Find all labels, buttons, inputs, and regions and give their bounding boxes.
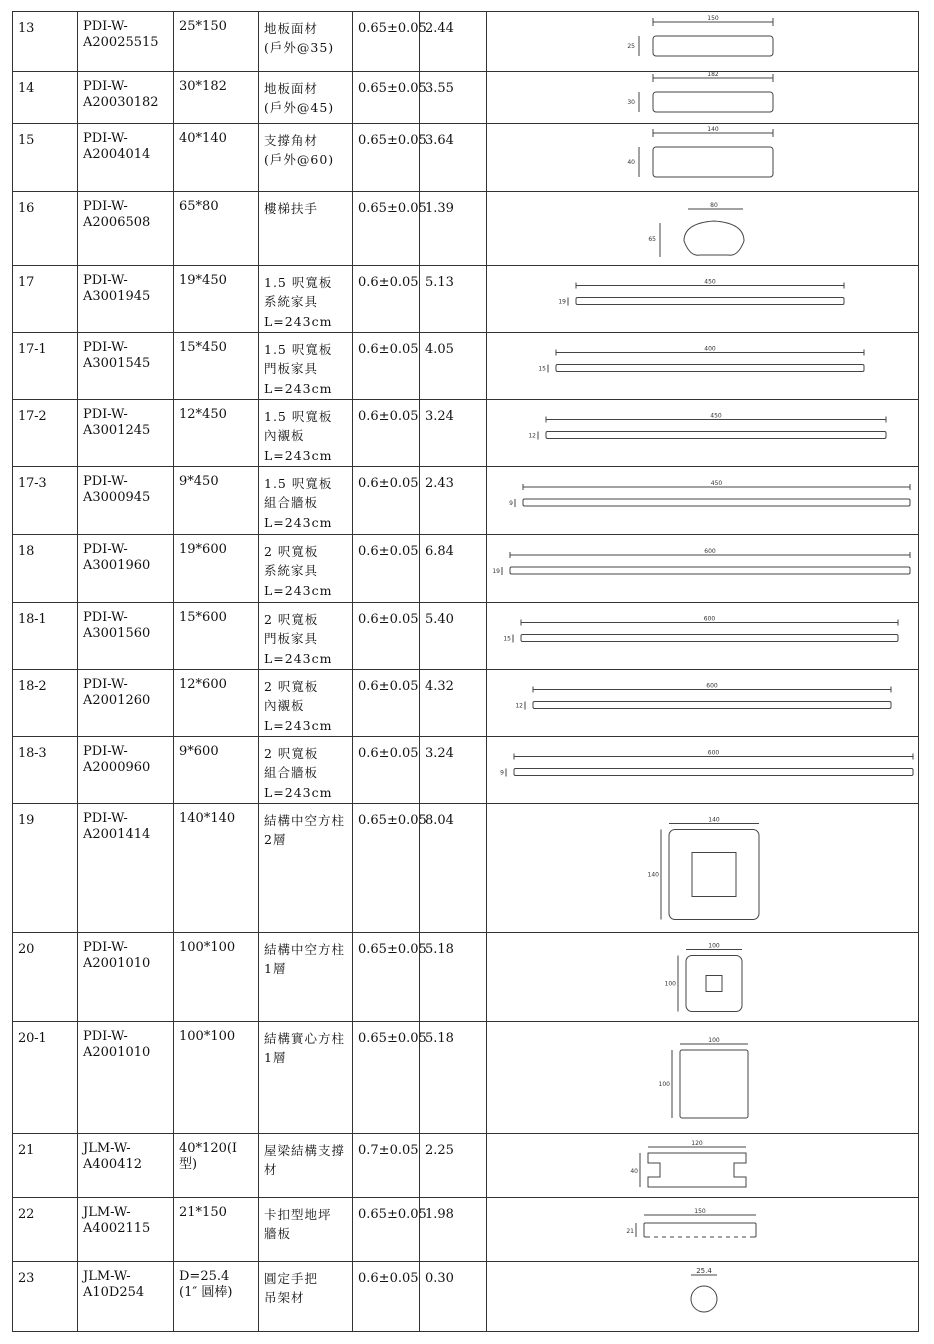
cell-size: 19*450	[174, 266, 259, 333]
profile-drawing	[488, 193, 918, 265]
cell-no: 20	[13, 933, 78, 1022]
table-row	[13, 933, 919, 1022]
profile-drawing	[488, 604, 918, 669]
cell-size: 100*100	[174, 1022, 259, 1134]
dimension-label: 21	[625, 1227, 634, 1235]
cell-density: 0.6±0.05	[353, 467, 420, 535]
cell-no: 14	[13, 72, 78, 124]
cell-drawing	[487, 333, 919, 400]
dimension-label: 100	[664, 980, 676, 987]
dimension-label: 600	[705, 682, 718, 689]
cell-desc: 1.5 呎寬板 內襯板 L=243cm	[259, 400, 353, 467]
cell-no: 20-1	[13, 1022, 78, 1134]
profile-outline	[669, 829, 759, 919]
dimension-label: 100	[707, 942, 720, 949]
cell-weight: 5.40	[420, 603, 487, 670]
cell-density: 0.65±0.05	[353, 804, 420, 933]
cell-weight: 5.13	[420, 266, 487, 333]
dimension-label: 15	[537, 365, 546, 372]
profile-outline	[691, 1286, 717, 1312]
cell-size: 25*150	[174, 12, 259, 72]
cell-desc: 樓梯扶手	[259, 192, 353, 266]
dimension-label: 25.4	[695, 1266, 712, 1275]
cell-weight: 3.64	[420, 124, 487, 192]
cell-drawing	[487, 12, 919, 72]
cell-size: 100*100	[174, 933, 259, 1022]
cell-weight: 5.18	[420, 1022, 487, 1134]
table-row	[13, 1134, 919, 1198]
cell-no: 17-2	[13, 400, 78, 467]
dimension-label: 140	[647, 871, 659, 878]
hollow-core	[692, 852, 736, 896]
cell-desc: 1.5 呎寬板 組合牆板 L=243cm	[259, 467, 353, 535]
table-row	[13, 1198, 919, 1262]
table-row	[13, 12, 919, 72]
cell-no: 17-1	[13, 333, 78, 400]
profile-drawing	[488, 671, 918, 736]
cell-density: 0.65±0.05	[353, 72, 420, 124]
dimension-label: 600	[703, 615, 715, 622]
dimension-label: 65	[647, 235, 656, 243]
cell-size: D=25.4 (1″ 圓棒)	[174, 1262, 259, 1332]
dimension-label: 450	[703, 278, 716, 285]
table-row	[13, 467, 919, 535]
dimension-label: 100	[707, 1036, 720, 1044]
cell-density: 0.6±0.05	[353, 737, 420, 804]
cell-weight: 4.32	[420, 670, 487, 737]
cell-code: JLM-W- A400412	[78, 1134, 174, 1198]
dimension-label: 600	[703, 547, 716, 555]
cell-size: 9*450	[174, 467, 259, 535]
cell-size: 15*450	[174, 333, 259, 400]
dimension-label: 9	[508, 499, 513, 507]
cell-density: 0.65±0.05	[353, 933, 420, 1022]
cell-code: PDI-W- A2001010	[78, 1022, 174, 1134]
cell-weight: 2.44	[420, 12, 487, 72]
cell-density: 0.6±0.05	[353, 603, 420, 670]
dimension-label: 140	[706, 125, 719, 133]
cell-drawing	[487, 670, 919, 737]
dimension-label: 15	[502, 635, 511, 642]
cell-drawing	[487, 603, 919, 670]
cell-desc: 2 呎寬板 內襯板 L=243cm	[259, 670, 353, 737]
dimension-label: 400	[703, 345, 716, 352]
cell-density: 0.65±0.05	[353, 124, 420, 192]
cell-code: PDI-W- A2001260	[78, 670, 174, 737]
cell-size: 40*140	[174, 124, 259, 192]
table-row	[13, 670, 919, 737]
profile-drawing	[488, 401, 918, 466]
cell-drawing	[487, 933, 919, 1022]
profile-outline	[514, 768, 913, 775]
cell-size: 30*182	[174, 72, 259, 124]
table-row	[13, 1262, 919, 1332]
profile-drawing	[488, 536, 918, 602]
cell-density: 0.6±0.05	[353, 266, 420, 333]
dimension-label: 12	[514, 702, 523, 709]
profile-outline	[576, 297, 844, 304]
dimension-label: 150	[706, 14, 719, 22]
dimension-label: 182	[706, 70, 719, 78]
cell-no: 21	[13, 1134, 78, 1198]
cell-weight: 3.24	[420, 737, 487, 804]
cell-no: 19	[13, 804, 78, 933]
cell-desc: 2 呎寬板 系統家具 L=243cm	[259, 535, 353, 603]
cell-drawing	[487, 400, 919, 467]
cell-size: 40*120(Ⅰ型)	[174, 1134, 259, 1198]
table-row	[13, 400, 919, 467]
table-body	[13, 12, 919, 1332]
dimension-label: 80	[709, 201, 718, 209]
cell-weight: 3.55	[420, 72, 487, 124]
dimension-label: 40	[629, 1167, 638, 1175]
cell-size: 12*450	[174, 400, 259, 467]
cell-desc: 1.5 呎寬板 門板家具 L=243cm	[259, 333, 353, 400]
cell-weight: 6.84	[420, 535, 487, 603]
profile-drawing	[488, 805, 918, 932]
dimension-label: 25	[626, 42, 635, 50]
dimension-label: 150	[693, 1207, 706, 1215]
profile-outline	[648, 1153, 746, 1187]
cell-density: 0.7±0.05	[353, 1134, 420, 1198]
profile-outline	[533, 701, 891, 708]
cell-code: PDI-W- A2000960	[78, 737, 174, 804]
cell-weight: 2.25	[420, 1134, 487, 1198]
cell-drawing	[487, 124, 919, 192]
cell-no: 18	[13, 535, 78, 603]
profile-outline	[680, 1050, 748, 1118]
dimension-label: 100	[658, 1080, 670, 1088]
cell-size: 9*600	[174, 737, 259, 804]
table-row	[13, 72, 919, 124]
cell-code: PDI-W- A2006508	[78, 192, 174, 266]
cell-no: 22	[13, 1198, 78, 1262]
cell-desc: 結構實心方柱 1層	[259, 1022, 353, 1134]
dimension-label: 600	[707, 749, 719, 756]
dimension-label: 9	[499, 769, 504, 776]
cell-code: PDI-W- A20030182	[78, 72, 174, 124]
profile-outline	[510, 567, 910, 574]
cell-density: 0.65±0.05	[353, 192, 420, 266]
cell-drawing	[487, 467, 919, 535]
cell-density: 0.6±0.05	[353, 670, 420, 737]
cell-code: PDI-W- A2004014	[78, 124, 174, 192]
cell-code: PDI-W- A3001945	[78, 266, 174, 333]
cell-no: 23	[13, 1262, 78, 1332]
cell-code: PDI-W- A3001245	[78, 400, 174, 467]
cell-desc: 圓定手把 吊架材	[259, 1262, 353, 1332]
cell-drawing	[487, 72, 919, 124]
cell-weight: 8.04	[420, 804, 487, 933]
dimension-label: 12	[527, 432, 536, 439]
cell-size: 21*150	[174, 1198, 259, 1262]
cell-weight: 0.30	[420, 1262, 487, 1332]
cell-no: 18-2	[13, 670, 78, 737]
profile-drawing	[488, 1263, 918, 1331]
cell-desc: 地板面材 (戶外@45)	[259, 72, 353, 124]
cell-density: 0.6±0.05	[353, 333, 420, 400]
cell-desc: 2 呎寬板 組合牆板 L=243cm	[259, 737, 353, 804]
cell-no: 15	[13, 124, 78, 192]
cell-code: PDI-W- A2001010	[78, 933, 174, 1022]
cell-size: 19*600	[174, 535, 259, 603]
cell-density: 0.65±0.05	[353, 1198, 420, 1262]
cell-density: 0.65±0.05	[353, 12, 420, 72]
table-row	[13, 124, 919, 192]
table-row	[13, 192, 919, 266]
cell-no: 16	[13, 192, 78, 266]
cell-density: 0.6±0.05	[353, 1262, 420, 1332]
cell-drawing	[487, 804, 919, 933]
profile-outline	[521, 634, 898, 641]
cell-weight: 5.18	[420, 933, 487, 1022]
cell-code: PDI-W- A2001414	[78, 804, 174, 933]
cell-no: 18-1	[13, 603, 78, 670]
cell-weight: 1.98	[420, 1198, 487, 1262]
cell-drawing	[487, 192, 919, 266]
cell-desc: 結構中空方柱 2層	[259, 804, 353, 933]
cell-no: 13	[13, 12, 78, 72]
profile-drawing	[488, 70, 918, 123]
cell-drawing	[487, 737, 919, 804]
cell-size: 15*600	[174, 603, 259, 670]
cell-desc: 2 呎寬板 門板家具 L=243cm	[259, 603, 353, 670]
cell-density: 0.65±0.05	[353, 1022, 420, 1134]
cell-code: PDI-W- A3001545	[78, 333, 174, 400]
dimension-label: 450	[709, 412, 722, 419]
cell-weight: 1.39	[420, 192, 487, 266]
profile-drawing	[488, 1199, 918, 1261]
product-spec-table	[12, 11, 919, 1332]
table-row	[13, 603, 919, 670]
table-row	[13, 804, 919, 933]
profile-drawing	[488, 934, 918, 1021]
hollow-core	[706, 975, 722, 991]
cell-density: 0.6±0.05	[353, 400, 420, 467]
cell-drawing	[487, 535, 919, 603]
profile-outline	[523, 499, 910, 506]
cell-drawing	[487, 1262, 919, 1332]
profile-drawing	[488, 738, 918, 803]
cell-desc: 結構中空方柱 1層	[259, 933, 353, 1022]
profile-drawing	[488, 13, 918, 71]
cell-weight: 3.24	[420, 400, 487, 467]
cell-code: PDI-W- A3001960	[78, 535, 174, 603]
cell-drawing	[487, 1198, 919, 1262]
dimension-label: 30	[626, 98, 635, 106]
profile-outline	[653, 147, 773, 177]
cell-no: 17	[13, 266, 78, 333]
table-row	[13, 333, 919, 400]
dimension-label: 19	[557, 298, 566, 305]
profile-drawing	[488, 267, 918, 332]
cell-desc: 支撐角材 (戶外@60)	[259, 124, 353, 192]
cell-code: PDI-W- A3000945	[78, 467, 174, 535]
cell-code: PDI-W- A3001560	[78, 603, 174, 670]
dimension-label: 140	[707, 816, 720, 823]
profile-outline	[653, 92, 773, 112]
cell-drawing	[487, 266, 919, 333]
cell-weight: 2.43	[420, 467, 487, 535]
table-row	[13, 266, 919, 333]
cell-desc: 1.5 呎寬板 系統家具 L=243cm	[259, 266, 353, 333]
profile-drawing	[488, 1023, 918, 1133]
profile-outline	[653, 36, 773, 56]
profile-outline	[684, 221, 744, 255]
cell-desc: 屋梁結構支撐 材	[259, 1134, 353, 1198]
profile-drawing	[488, 125, 918, 191]
cell-desc: 地板面材 (戶外@35)	[259, 12, 353, 72]
dimension-label: 450	[710, 479, 722, 487]
table-row	[13, 1022, 919, 1134]
table-row	[13, 535, 919, 603]
cell-size: 140*140	[174, 804, 259, 933]
cell-code: JLM-W- A10D254	[78, 1262, 174, 1332]
cell-drawing	[487, 1134, 919, 1198]
profile-outline	[686, 955, 742, 1011]
cell-size: 65*80	[174, 192, 259, 266]
profile-drawing	[488, 334, 918, 399]
profile-outline	[546, 431, 886, 438]
cell-drawing	[487, 1022, 919, 1134]
profile-outline	[644, 1223, 756, 1237]
cell-code: JLM-W- A4002115	[78, 1198, 174, 1262]
cell-size: 12*600	[174, 670, 259, 737]
profile-drawing	[488, 1135, 918, 1197]
profile-outline	[556, 364, 864, 371]
cell-density: 0.6±0.05	[353, 535, 420, 603]
dimension-label: 120	[690, 1139, 703, 1147]
dimension-label: 40	[626, 158, 635, 166]
cell-code: PDI-W- A20025515	[78, 12, 174, 72]
cell-desc: 卡扣型地坪 牆板	[259, 1198, 353, 1262]
cell-weight: 4.05	[420, 333, 487, 400]
cell-no: 17-3	[13, 467, 78, 535]
profile-drawing	[488, 468, 918, 534]
cell-no: 18-3	[13, 737, 78, 804]
table-row	[13, 737, 919, 804]
dimension-label: 19	[491, 567, 500, 575]
